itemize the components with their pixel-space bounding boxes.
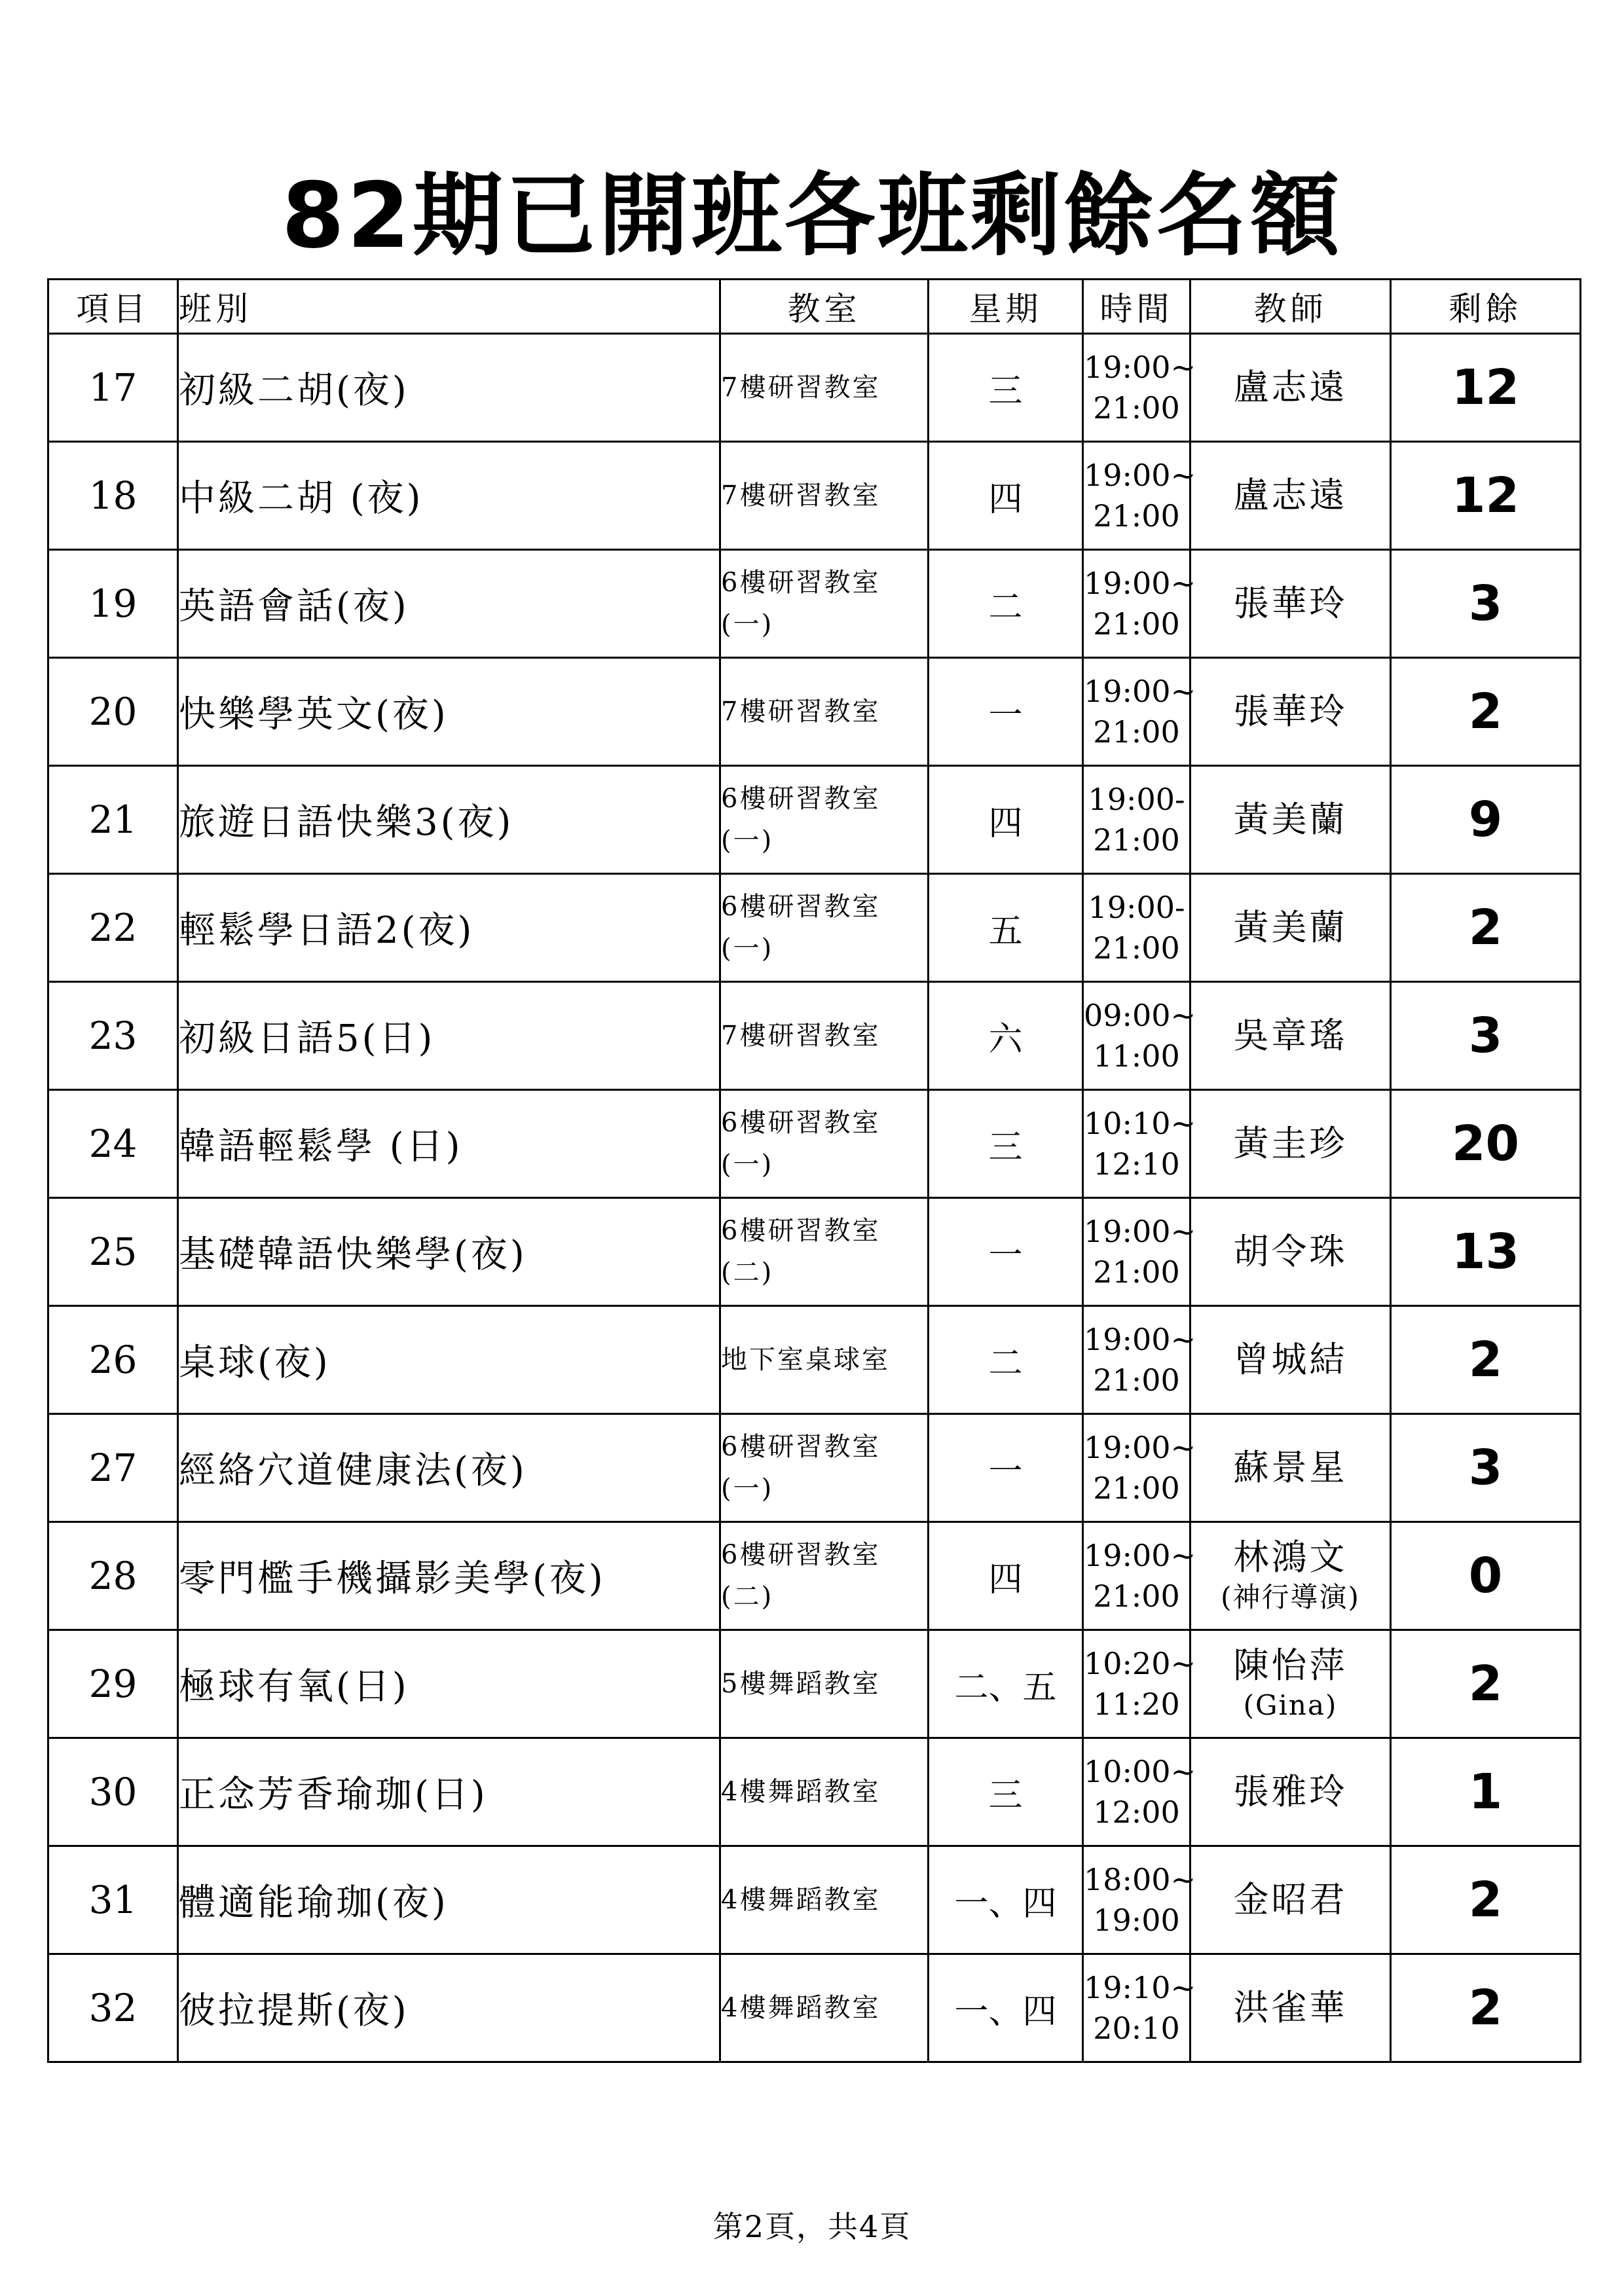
row-day: 三	[929, 1738, 1083, 1846]
row-room-line: 7樓研習教室	[721, 1021, 881, 1051]
row-room	[720, 1414, 929, 1522]
row-num: 22	[48, 874, 178, 982]
row-teacher-name: 林鴻文	[1233, 1537, 1348, 1578]
row-room	[720, 1846, 929, 1954]
row-class-name: 初級二胡(夜)	[178, 334, 720, 442]
row-teacher	[1190, 1306, 1391, 1414]
row-teacher-name: 胡令珠	[1233, 1231, 1348, 1272]
row-teacher	[1190, 982, 1391, 1090]
row-day: 二、五	[929, 1630, 1083, 1738]
row-time	[1083, 1306, 1196, 1414]
header-class: 班別	[178, 280, 720, 334]
row-num: 17	[48, 334, 178, 442]
row-remaining: 3	[1391, 982, 1581, 1090]
row-day: 一	[929, 1198, 1083, 1306]
row-day: 一	[929, 658, 1083, 766]
row-room	[720, 658, 929, 766]
row-room-line: 7樓研習教室	[721, 373, 881, 403]
row-time-line: 19:00~	[1084, 1430, 1196, 1465]
row-room	[720, 1630, 929, 1738]
row-room	[720, 550, 929, 658]
row-room-line: 6樓研習教室	[721, 1108, 881, 1138]
row-time	[1083, 1198, 1196, 1306]
row-teacher	[1190, 1198, 1391, 1306]
header-remaining: 剩餘	[1391, 280, 1581, 334]
table-body	[48, 334, 1581, 2062]
header-time: 時間	[1083, 280, 1190, 334]
row-room-line: 6樓研習教室	[721, 892, 881, 922]
row-remaining: 3	[1391, 550, 1581, 658]
row-teacher	[1190, 1522, 1391, 1630]
row-time	[1083, 334, 1196, 442]
row-time-line: 19:10~	[1084, 1970, 1196, 2005]
row-time-line: 19:00	[1093, 1903, 1180, 1938]
row-time	[1083, 766, 1190, 874]
row-class-name: 快樂學英文(夜)	[178, 658, 720, 766]
row-class-name: 桌球(夜)	[178, 1306, 720, 1414]
row-num: 32	[48, 1954, 178, 2062]
row-teacher	[1190, 550, 1391, 658]
row-teacher-note: (神行導演)	[1221, 1581, 1360, 1613]
table-row	[48, 1630, 1581, 1738]
row-teacher-name: 盧志遠	[1233, 475, 1348, 516]
table-row	[48, 766, 1581, 874]
row-room-line: 6樓研習教室	[721, 1540, 881, 1570]
row-remaining: 0	[1391, 1522, 1581, 1630]
row-room-line: 5樓舞蹈教室	[721, 1669, 881, 1699]
row-time	[1083, 1090, 1196, 1198]
header-num: 項目	[48, 280, 178, 334]
row-day: 四	[929, 1522, 1083, 1630]
row-teacher	[1190, 442, 1391, 550]
table-row	[48, 550, 1581, 658]
row-time	[1083, 442, 1196, 550]
row-remaining: 2	[1391, 874, 1581, 982]
row-time-line: 21:00	[1093, 714, 1180, 750]
row-time-line: 10:20~	[1084, 1646, 1196, 1681]
row-time	[1083, 658, 1196, 766]
row-room-line: (一)	[721, 1474, 774, 1504]
row-class-name: 彼拉提斯(夜)	[178, 1954, 720, 2062]
row-room-line: (一)	[721, 610, 774, 640]
row-num: 27	[48, 1414, 178, 1522]
row-teacher	[1190, 1630, 1391, 1738]
row-remaining: 20	[1391, 1090, 1581, 1198]
row-teacher	[1190, 1414, 1391, 1522]
row-time-line: 21:00	[1093, 822, 1180, 858]
row-class-name: 極球有氧(日)	[178, 1630, 720, 1738]
row-teacher	[1190, 658, 1391, 766]
row-num: 24	[48, 1090, 178, 1198]
table-row	[48, 1522, 1581, 1630]
row-room-line: 6樓研習教室	[721, 1432, 881, 1462]
table-row	[48, 1414, 1581, 1522]
row-teacher	[1190, 1954, 1391, 2062]
row-room-line: (一)	[721, 826, 774, 856]
row-remaining: 2	[1391, 1306, 1581, 1414]
header-room: 教室	[720, 280, 929, 334]
row-num: 23	[48, 982, 178, 1090]
row-room	[720, 982, 929, 1090]
row-day: 二	[929, 550, 1083, 658]
row-remaining: 2	[1391, 658, 1581, 766]
row-day: 四	[929, 442, 1083, 550]
table-row	[48, 442, 1581, 550]
row-class-name: 基礎韓語快樂學(夜)	[178, 1198, 720, 1306]
header-day: 星期	[929, 280, 1083, 334]
row-num: 26	[48, 1306, 178, 1414]
row-day: 一、四	[929, 1846, 1083, 1954]
row-teacher-name: 張華玲	[1233, 583, 1348, 624]
row-class-name: 零門檻手機攝影美學(夜)	[178, 1522, 720, 1630]
row-time-line: 20:10	[1093, 2011, 1180, 2046]
row-num: 28	[48, 1522, 178, 1630]
row-time-line: 12:10	[1093, 1146, 1180, 1182]
row-room-line: (二)	[721, 1258, 774, 1288]
row-room	[720, 1306, 929, 1414]
row-day: 四	[929, 766, 1083, 874]
row-time-line: 09:00~	[1084, 998, 1196, 1033]
table-row	[48, 334, 1581, 442]
row-time-line: 12:00	[1093, 1795, 1180, 1830]
row-class-name: 中級二胡 (夜)	[178, 442, 720, 550]
row-time-line: 10:10~	[1084, 1106, 1196, 1141]
row-room	[720, 1198, 929, 1306]
row-time-line: 19:00~	[1084, 458, 1196, 493]
row-num: 30	[48, 1738, 178, 1846]
row-room-line: 4樓舞蹈教室	[721, 1777, 881, 1807]
row-room-line: 6樓研習教室	[721, 568, 881, 598]
row-teacher	[1190, 1090, 1391, 1198]
row-day: 五	[929, 874, 1083, 982]
row-time	[1083, 1522, 1196, 1630]
row-remaining: 13	[1391, 1198, 1581, 1306]
row-class-name: 初級日語5(日)	[178, 982, 720, 1090]
row-num: 18	[48, 442, 178, 550]
table-row	[48, 1738, 1581, 1846]
row-num: 19	[48, 550, 178, 658]
row-remaining: 12	[1391, 442, 1581, 550]
table-row	[48, 1954, 1581, 2062]
class-remaining-table	[47, 278, 1581, 2063]
row-room	[720, 442, 929, 550]
row-teacher-name: 金昭君	[1233, 1879, 1348, 1920]
table-row	[48, 1198, 1581, 1306]
row-teacher	[1190, 874, 1391, 982]
row-time-line: 21:00	[1093, 1578, 1180, 1614]
row-room-line: 6樓研習教室	[721, 784, 881, 814]
row-day: 二	[929, 1306, 1083, 1414]
row-teacher-note: (Gina)	[1243, 1689, 1338, 1721]
row-day: 一	[929, 1414, 1083, 1522]
row-class-name: 英語會話(夜)	[178, 550, 720, 658]
table-row	[48, 874, 1581, 982]
row-remaining: 2	[1391, 1630, 1581, 1738]
row-time-line: 19:00~	[1084, 566, 1196, 601]
row-time-line: 19:00~	[1084, 1538, 1196, 1573]
row-remaining: 12	[1391, 334, 1581, 442]
row-room-line: (一)	[721, 1150, 774, 1180]
row-teacher-name: 張華玲	[1233, 691, 1348, 732]
row-remaining: 2	[1391, 1846, 1581, 1954]
row-time	[1083, 1738, 1196, 1846]
row-remaining: 9	[1391, 766, 1581, 874]
row-time-line: 21:00	[1093, 498, 1180, 534]
row-remaining: 1	[1391, 1738, 1581, 1846]
row-teacher	[1190, 334, 1391, 442]
row-room-line: (二)	[721, 1582, 774, 1612]
row-room	[720, 1954, 929, 2062]
row-teacher-name: 陳怡萍	[1233, 1645, 1348, 1686]
row-class-name: 旅遊日語快樂3(夜)	[178, 766, 720, 874]
table-row	[48, 1090, 1581, 1198]
row-time-line: 19:00-	[1088, 782, 1185, 817]
row-remaining: 3	[1391, 1414, 1581, 1522]
row-remaining: 2	[1391, 1954, 1581, 2062]
row-room	[720, 874, 929, 982]
row-time-line: 18:00~	[1084, 1862, 1196, 1897]
row-time	[1083, 1846, 1196, 1954]
row-room-line: 7樓研習教室	[721, 697, 881, 727]
row-time-line: 11:20	[1093, 1686, 1180, 1722]
row-time-line: 10:00~	[1084, 1754, 1196, 1789]
row-num: 20	[48, 658, 178, 766]
row-time-line: 19:00~	[1084, 1322, 1196, 1357]
row-room-line: (一)	[721, 934, 774, 964]
table-row	[48, 658, 1581, 766]
row-teacher-name: 曾城結	[1233, 1339, 1348, 1380]
row-teacher-name: 張雅玲	[1233, 1771, 1348, 1812]
row-room-line: 7樓研習教室	[721, 481, 881, 511]
row-class-name: 正念芳香瑜珈(日)	[178, 1738, 720, 1846]
row-class-name: 輕鬆學日語2(夜)	[178, 874, 720, 982]
page-footer: 第2頁，共4頁	[712, 2209, 912, 2244]
row-time-line: 19:00~	[1084, 1214, 1196, 1249]
row-room	[720, 1738, 929, 1846]
row-time-line: 21:00	[1093, 606, 1180, 642]
table-header-row	[48, 280, 1581, 334]
header-teacher: 教師	[1190, 280, 1391, 334]
row-teacher	[1190, 766, 1391, 874]
row-room	[720, 334, 929, 442]
row-teacher-name: 黃美蘭	[1233, 907, 1348, 948]
row-teacher	[1190, 1738, 1391, 1846]
row-day: 六	[929, 982, 1083, 1090]
row-time-line: 21:00	[1093, 1362, 1180, 1398]
table-row	[48, 1846, 1581, 1954]
table-row	[48, 982, 1581, 1090]
row-day: 一、四	[929, 1954, 1083, 2062]
row-teacher-name: 蘇景星	[1233, 1447, 1348, 1488]
row-time-line: 21:00	[1093, 930, 1180, 966]
row-teacher-name: 黃圭珍	[1233, 1123, 1348, 1164]
row-class-name: 體適能瑜珈(夜)	[178, 1846, 720, 1954]
row-time	[1083, 1954, 1196, 2062]
row-time-line: 19:00-	[1088, 890, 1185, 925]
table-row	[48, 1306, 1581, 1414]
row-time-line: 11:00	[1093, 1038, 1180, 1074]
row-teacher-name: 吳章瑤	[1233, 1015, 1348, 1056]
row-teacher-name: 洪雀華	[1233, 1987, 1348, 2028]
row-time-line: 21:00	[1093, 1254, 1180, 1290]
row-room-line: 地下室桌球室	[721, 1345, 890, 1375]
row-room-line: 4樓舞蹈教室	[721, 1885, 881, 1915]
row-num: 31	[48, 1846, 178, 1954]
row-teacher-name: 黃美蘭	[1233, 799, 1348, 840]
row-num: 29	[48, 1630, 178, 1738]
row-day: 三	[929, 334, 1083, 442]
row-room-line: 6樓研習教室	[721, 1216, 881, 1246]
row-class-name: 經絡穴道健康法(夜)	[178, 1414, 720, 1522]
row-teacher	[1190, 1846, 1391, 1954]
row-time-line: 21:00	[1093, 1470, 1180, 1506]
row-time	[1083, 1414, 1196, 1522]
row-time-line: 21:00	[1093, 390, 1180, 426]
row-time	[1083, 550, 1196, 658]
row-time	[1083, 982, 1196, 1090]
row-room	[720, 766, 929, 874]
row-day: 三	[929, 1090, 1083, 1198]
row-time	[1083, 874, 1190, 982]
row-room	[720, 1522, 929, 1630]
row-time-line: 19:00~	[1084, 674, 1196, 709]
row-teacher-name: 盧志遠	[1233, 367, 1348, 408]
row-room	[720, 1090, 929, 1198]
page-title: 82期已開班各班剩餘名額	[281, 163, 1343, 268]
row-time-line: 19:00~	[1084, 350, 1196, 385]
row-room-line: 4樓舞蹈教室	[721, 1993, 881, 2023]
row-time	[1083, 1630, 1196, 1738]
row-num: 25	[48, 1198, 178, 1306]
row-class-name: 韓語輕鬆學 (日)	[178, 1090, 720, 1198]
row-num: 21	[48, 766, 178, 874]
